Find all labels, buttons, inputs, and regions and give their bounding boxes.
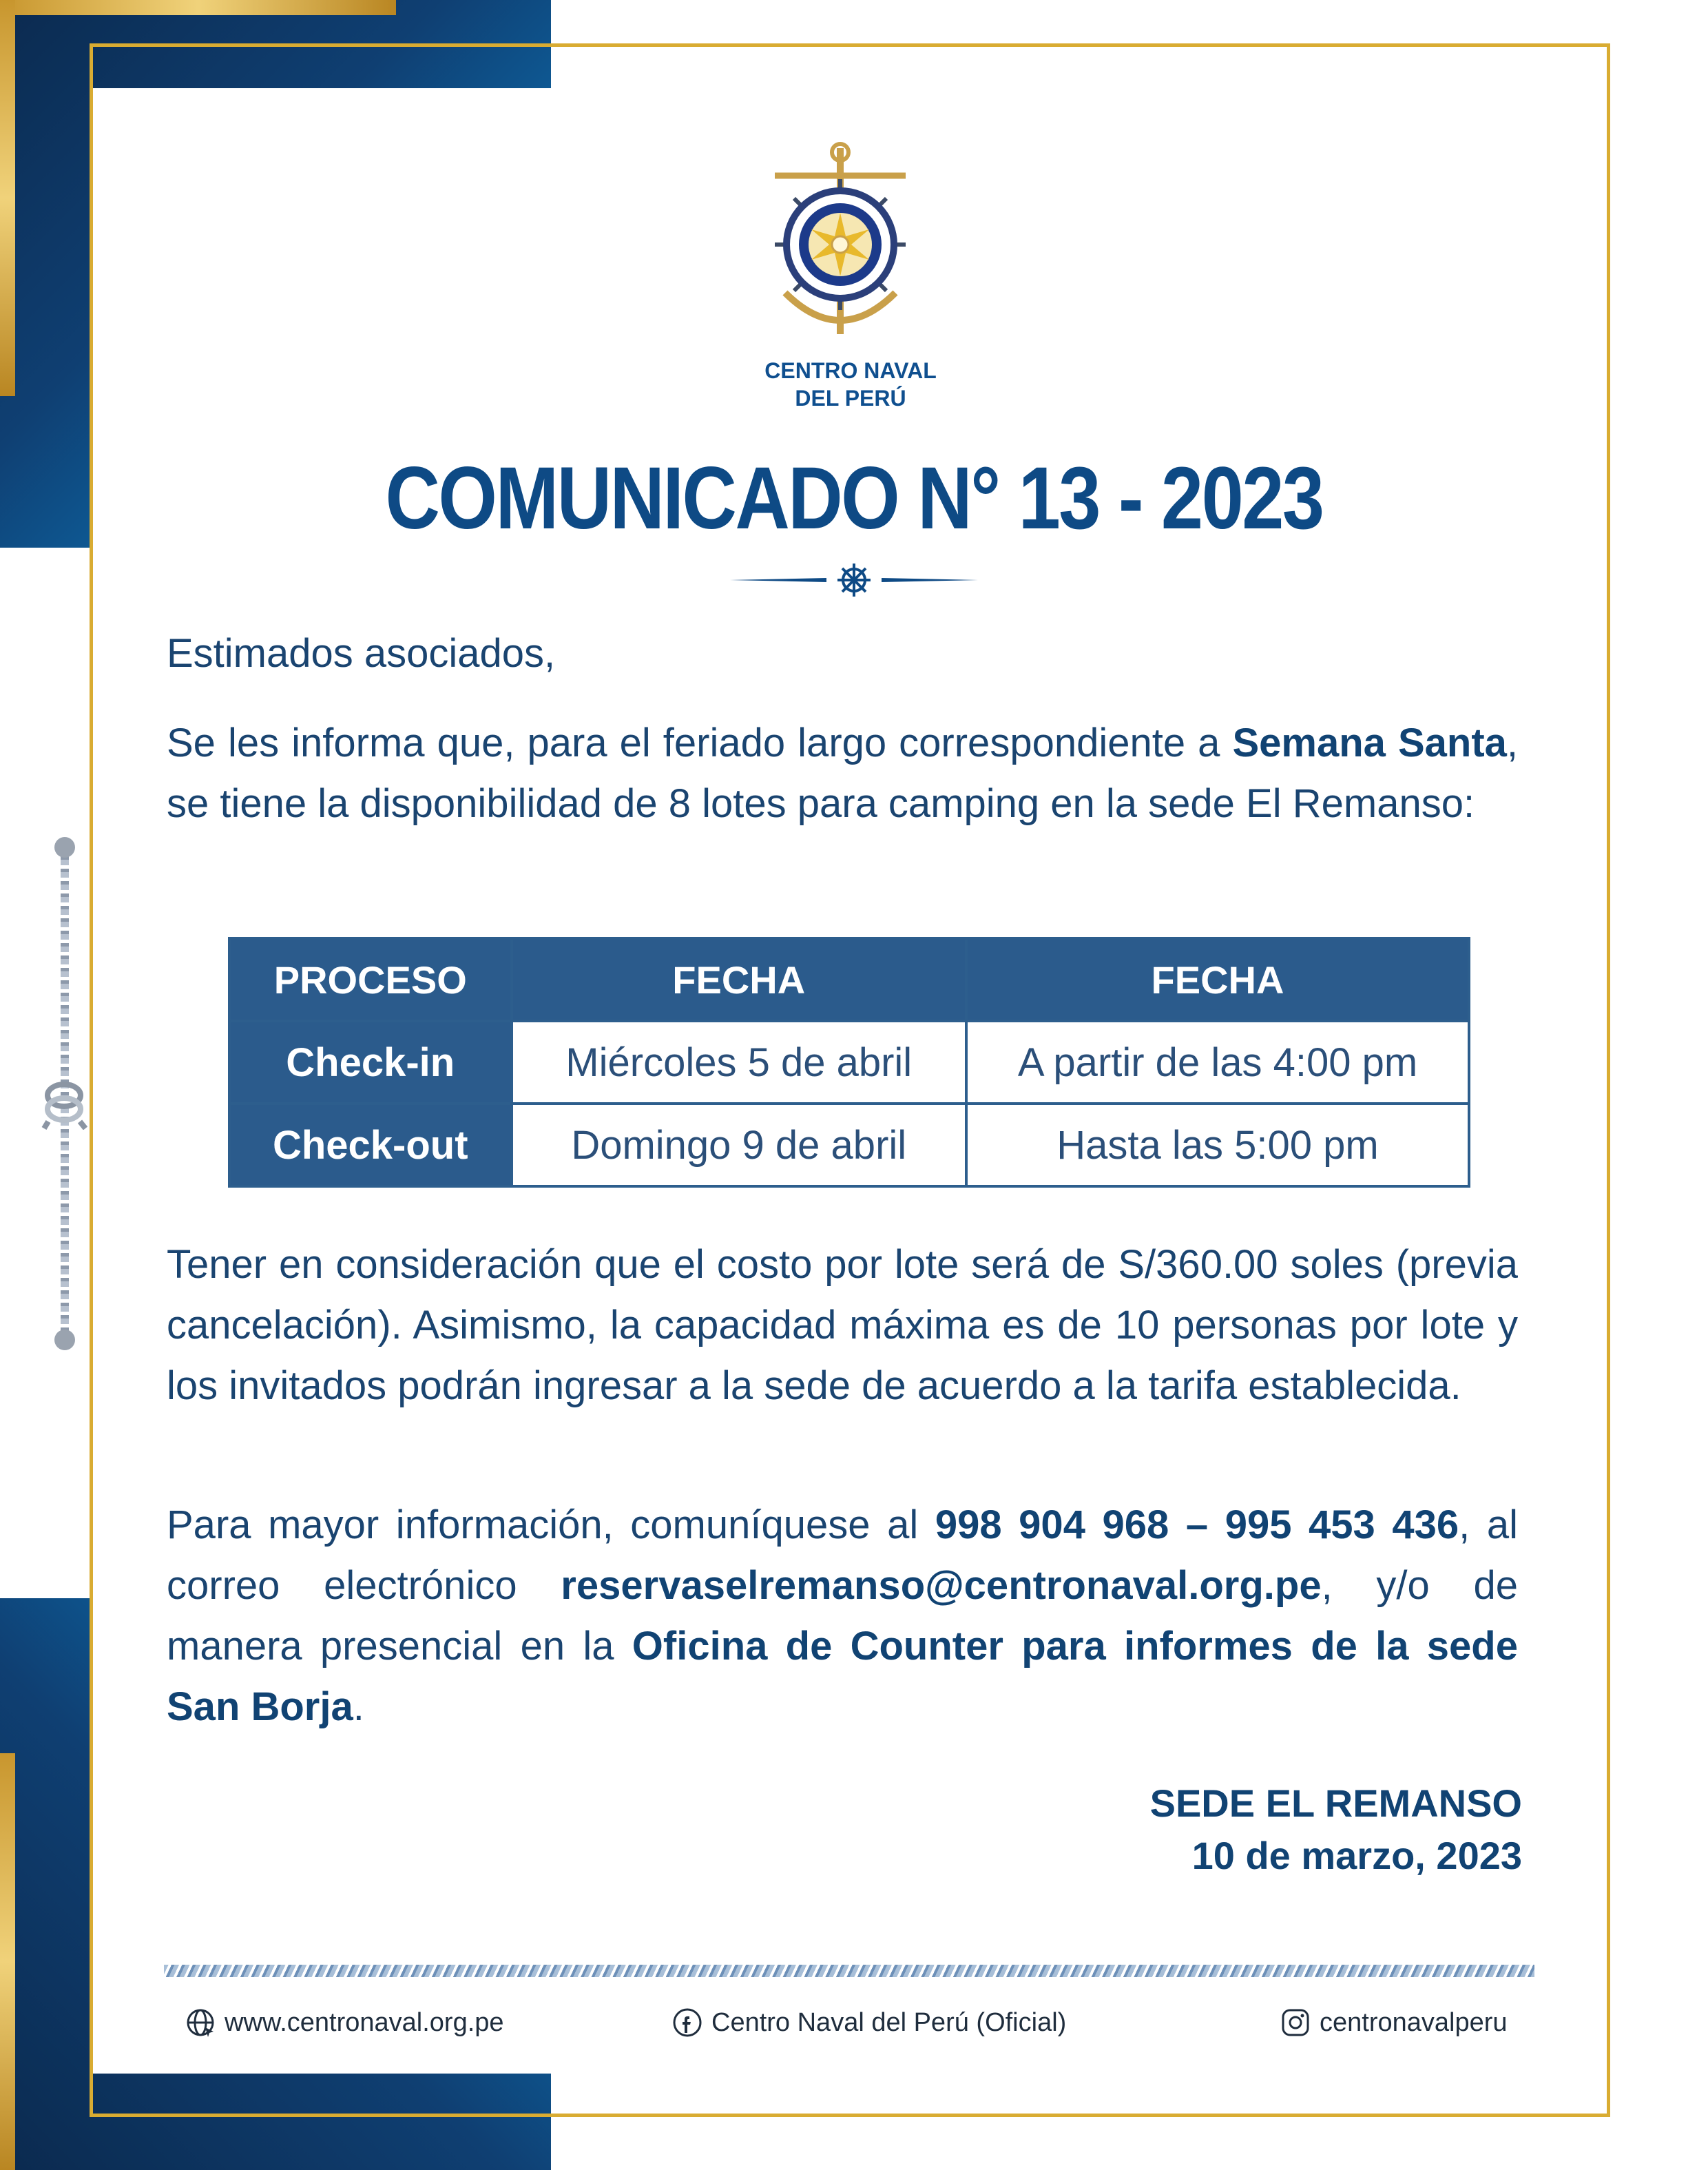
office-location: Oficina de Counter para informes de la sede San Borja [167,1624,1518,1729]
globe-icon [185,2007,216,2038]
contact-text: , al correo electrónico [167,1502,1519,1608]
contact-paragraph [167,1495,1518,1737]
facebook-link[interactable]: Centro Naval del Perú (Oficial) [711,2008,1067,2037]
signature-place: SEDE EL REMANSO [1149,1781,1522,1825]
instagram-link[interactable]: centronavalperu [1320,2008,1508,2037]
rope-end [54,1330,75,1350]
greeting: Estimados asociados, [167,631,556,676]
table-cell: A partir de las 4:00 pm [966,1021,1469,1104]
knot-icon [40,1075,88,1130]
gold-stripe [0,0,396,15]
table-cell: Miércoles 5 de abril [512,1021,966,1104]
conditions-paragraph: Tener en consideración que el costo por lote será de S/360.00 soles (previa cancelación). Asimismo, la capacidad máxima es de 10 personas por lote y los invitados podrán ingresar a la sede de acuerdo a la tarifa establecida. [167,1242,1518,1408]
column-header-proceso: PROCESO [229,938,512,1021]
email-link[interactable]: reservaselremanso@centronaval.org.pe [561,1563,1322,1608]
intro-text: , se tiene la disponibilidad de 8 lotes para camping en la sede El Remanso: [167,721,1519,826]
brand-name-line2: DEL PERÚ [795,386,906,411]
table-row [229,1104,1469,1186]
brand-name-line1: CENTRO NAVAL [764,358,937,383]
schedule-table [228,937,1470,1188]
table-cell: Hasta las 5:00 pm [966,1104,1469,1186]
website-link[interactable]: www.centronaval.org.pe [225,2008,504,2037]
ship-wheel-divider-icon [730,558,978,599]
gold-stripe [0,1753,15,2170]
footer-website[interactable] [185,2005,504,2040]
signature [1033,1777,1522,1882]
table-row-label: Check-out [229,1104,512,1186]
brand-name [689,357,1012,412]
intro-paragraph [167,713,1518,834]
contact-text: . [353,1684,364,1729]
footer-instagram[interactable] [1280,2005,1508,2040]
page-title: COMUNICADO N° 13 - 2023 [385,449,1323,548]
intro-text: Se les informa que, para el feriado largo correspondiente a [167,721,1233,765]
facebook-icon [671,2007,703,2038]
gold-stripe [0,0,15,396]
signature-date: 10 de marzo, 2023 [1191,1834,1522,1877]
phone-numbers[interactable]: 998 904 968 – 995 453 436 [935,1502,1459,1547]
column-header-fecha: FECHA [512,938,966,1021]
rope-end [54,837,75,858]
contact-text: Para mayor información, comuníquese al [167,1502,935,1547]
intro-holiday: Semana Santa [1232,721,1507,765]
footer-rope-divider [164,1965,1534,1977]
centro-naval-logo-icon [758,141,923,348]
instagram-icon [1280,2007,1311,2038]
table-row-label: Check-in [229,1021,512,1104]
contact-text: , y/o de manera presencial en la [167,1563,1518,1668]
footer-facebook[interactable] [671,2005,1066,2040]
table-row [229,1021,1469,1104]
table-cell: Domingo 9 de abril [512,1104,966,1186]
table-header-row [229,938,1469,1021]
column-header-hora: FECHA [966,938,1469,1021]
